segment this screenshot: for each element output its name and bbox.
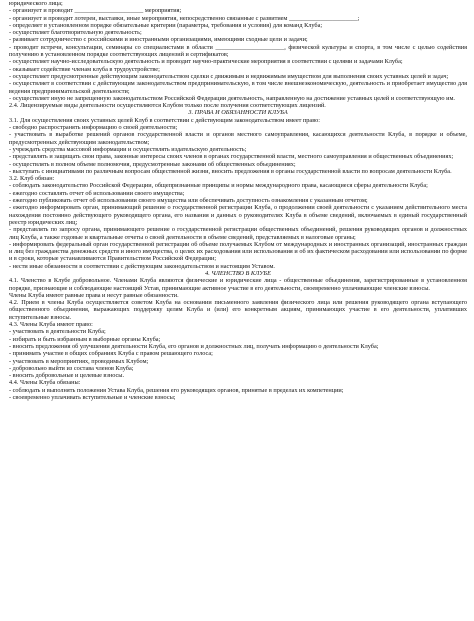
document-paragraph: - определяет в установленном порядке обязательные критерии (параметры, требования и условия) для команд Клуба; — [9, 21, 323, 29]
document-paragraph: 4.3. Члены Клуба имеют право: — [9, 321, 93, 329]
document-paragraph: - добровольно выйти из состава членов Клуба; — [9, 364, 134, 372]
document-paragraph: 4.4. Члены Клуба обязаны: — [9, 379, 81, 387]
document-paragraph: - выступать с инициативами по различным вопросам общественной жизни, вносить предложения в органы государственной власти по вопросам деятельности Клуба. — [9, 167, 452, 175]
document-paragraph: - вносить предложения об улучшении деятельности Клуба, его органов и должностных лиц, получать информацию о деятельности Клуба; — [9, 342, 379, 350]
document-paragraph: - осуществляет в соответствии с действующим законодательством предпринимательскую, в том числе внешнеэкономическую, деятельность и приобретает имущество для ведения предпринимательской деятельности; — [9, 80, 467, 95]
document-paragraph: - организует и проводит ______________________ мероприятия; — [9, 7, 182, 15]
document-paragraph: - представлять по запросу органа, принимающего решение о государственной регистрации общественных объединений, решения руководящих органов и должностных лиц Клуба, а также годовые и квартальные отчеты о своей деятельности в объеме сведений, представляемых в налоговые органы; — [9, 226, 467, 241]
document-paragraph: - участвовать в выработке решений органов государственной власти и органов местного самоуправления, касающихся деятельности Клуба, в порядке и объеме, предусмотренных действующим законодательством; — [9, 131, 467, 146]
document-paragraph: - ежегодно составлять отчет об использовании своего имущества; — [9, 189, 185, 197]
document-paragraph: - избирать и быть избранным в выборные органы Клуба; — [9, 335, 161, 343]
document-paragraph: - организует и проводит лотереи, выставки, иные мероприятия, непосредственно связанные с развитием ______________________; — [9, 14, 360, 22]
document-paragraph: - осуществляет иную не запрещенную законодательством Российской Федерации деятельность, направленную на достижение уставных целей и соответствующую им. — [9, 94, 455, 102]
document-paragraph: 3.2. Клуб обязан: — [9, 175, 55, 183]
document-paragraph: - проводит встречи, консультации, семинары со специалистами в области ______________________, физической культуры и спорта, в том числе с целью содействия получению в установленном порядке соответствующих лицензий и сертификатов; — [9, 43, 467, 59]
document-paragraph: 2.4. Лицензируемые виды деятельности осуществляются Клубом только после получения соответствующих лицензий. — [9, 102, 326, 110]
document-paragraph: - нести иные обязанности в соответствии с действующим законодательством и настоящим Уставом. — [9, 262, 275, 270]
document-paragraph: - принимать участие в общих собраниях Клуба с правом решающего голоса; — [9, 350, 213, 358]
document-paragraph: - осуществляет благотворительную деятельность; — [9, 29, 142, 37]
document-paragraph: - оказывает содействие членам клуба в трудоустройстве; — [9, 65, 160, 73]
document-paragraph: - осуществляет предусмотренные действующим законодательством сделки с движимым и недвижимым имуществом для выполнения своих уставных целей и задач; — [9, 72, 449, 80]
section-heading: 4. ЧЛЕНСТВО В КЛУБЕ — [205, 269, 271, 277]
document-paragraph: 4.1. Членство в Клубе добровольное. Членами Клуба являются физические и юридические лица - общественные объединения, зарегистрированные в установленном порядке, признающие и соблюдающие настоящий Устав, принимающие активное участие в его деятельности, своевременно уплачивающие членские взносы. — [9, 277, 467, 292]
document-paragraph: - соблюдать и выполнять положения Устава Клуба, решения его руководящих органов, принятые в пределах их компетенции; — [9, 386, 344, 394]
document-paragraph: - соблюдать законодательство Российской Федерации, общепризнанные принципы и нормы международного права, касающиеся сферы деятельности Клуба; — [9, 182, 428, 190]
document-paragraph: - ежегодно информировать орган, принимающий решение о государственной регистрации Клуба, о продолжении своей деятельности с указанием действительного места нахождения постоянно действующего руководящего органа, его названия и данных о руководителях Клуба в объеме сведений, включаемых в единый государственный реестр юридических лиц; — [9, 204, 467, 226]
document-paragraph: - свободно распространять информацию о своей деятельности; — [9, 124, 178, 132]
document-paragraph: 4.2. Прием в члены Клуба осуществляется советом Клуба на основании письменного заявления физического лица или решения руководящего органа вступающего общественного объединения, выражающих поддержку целям Клуба и (или) его конкретным акциям, принимающих участие в его деятельности, уплативших вступительные взносы. — [9, 299, 467, 321]
document-paragraph: - осуществлять в полном объеме полномочия, предусмотренные законами об общественных объединениях; — [9, 160, 296, 168]
document-paragraph: - своевременно уплачивать вступительные и членские взносы; — [9, 394, 176, 402]
document-paragraph: Члены Клуба имеют равные права и несут равные обязанности. — [9, 291, 179, 299]
document-paragraph: - участвовать в мероприятиях, проводимых Клубом; — [9, 357, 149, 365]
document-paragraph: 3.1. Для осуществления своих уставных целей Клуб в соответствии с действующим законодательством имеет право: — [9, 116, 320, 124]
section-heading: 3. ПРАВА И ОБЯЗАННОСТИ КЛУБА — [188, 109, 288, 117]
document-paragraph: - ежегодно публиковать отчет об использовании своего имущества или обеспечивать доступность ознакомления с указанным отчетом; — [9, 197, 368, 205]
document-paragraph: юридического лица; — [9, 0, 63, 7]
document-paragraph: - информировать федеральный орган государственной регистрации об объеме получаемых Клубом от международных и иностранных организаций, иностранных граждан и лиц без гражданства денежных средств и иного имущества, о целях их расходования или использования и об их фактическом расходовании или использовании по форме и в сроки, которые устанавливаются Правительством Российской Федерации; — [9, 240, 467, 263]
document-paragraph: - осуществляет научно-исследовательскую деятельность и проводит научно-практические мероприятия в соответствии с целями и задачами Клуба; — [9, 58, 403, 66]
document-paragraph: - вносить добровольные и целевые взносы. — [9, 372, 125, 380]
document-paragraph: - представлять и защищать свои права, законные интересы своих членов в органах государственной власти, местного самоуправления и общественных объединениях; — [9, 153, 454, 161]
document-paragraph: - участвовать в деятельности Клуба; — [9, 328, 106, 336]
document-paragraph: - учреждать средства массовой информации и осуществлять издательскую деятельность; — [9, 145, 247, 153]
document-paragraph: - развивает сотрудничество с российскими и иностранными организациями, имеющими сходные цели и задачи; — [9, 36, 308, 44]
